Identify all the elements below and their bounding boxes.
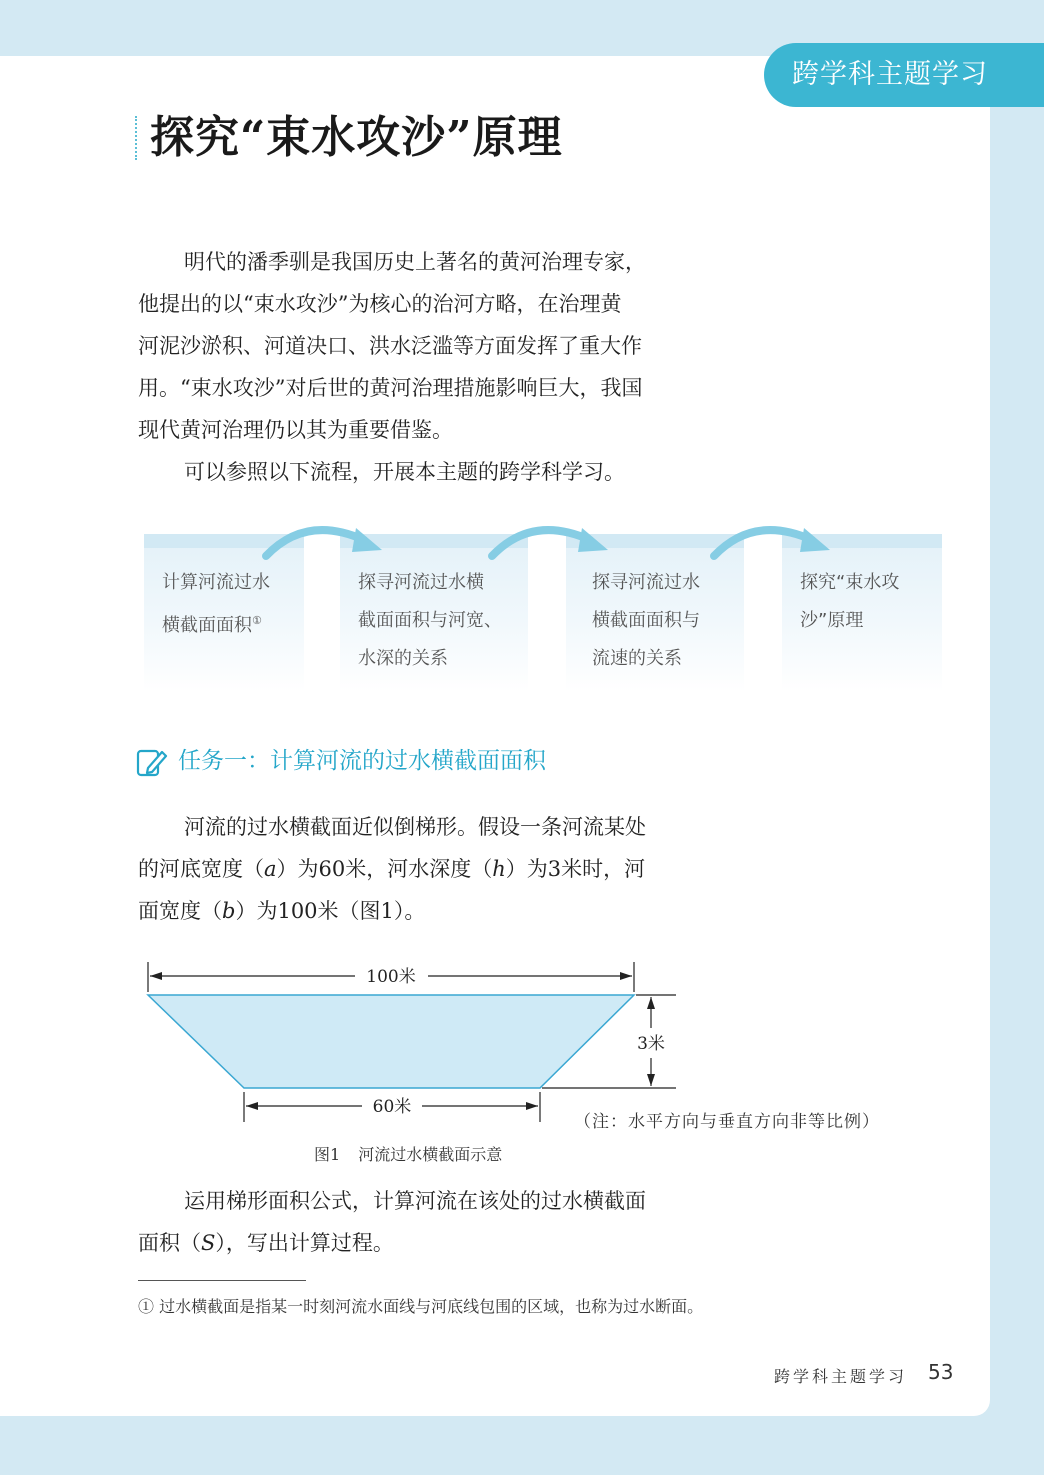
flow-step-3-line-3: 流速的关系 (592, 648, 682, 669)
flow-step-1-line-2: 横截面面积 (162, 615, 252, 636)
intro-line-4: 用。“束水攻沙”对后世的黄河治理措施影响巨大，我国 (138, 376, 643, 400)
footnote-mark: ① (252, 614, 262, 627)
task-line-3b: ）为100米（图1）。 (235, 899, 426, 923)
task-line-1: 河流的过水横截面近似倒梯形。假设一条河流某处 (184, 815, 646, 839)
flow-step-2-line-3: 水深的关系 (358, 648, 448, 669)
flow-arrow-1 (258, 518, 388, 560)
figure-note: （注：水平方向与垂直方向非等比例） (574, 1112, 880, 1132)
page-number: 53 (928, 1360, 954, 1384)
task-line-2a: 的河底宽度（ (138, 857, 264, 881)
depth-label: 3米 (637, 1034, 665, 1054)
river-cross-section-diagram (0, 950, 720, 1130)
figure-caption-number: 图1 (314, 1145, 341, 1164)
page-title: 探究“束水攻沙”原理 (150, 112, 563, 163)
var-s: S (201, 1231, 216, 1255)
var-b: b (222, 899, 236, 923)
footer-label: 跨学科主题学习 (774, 1367, 908, 1386)
footnote-divider (138, 1280, 306, 1281)
flow-step-3-line-2: 横截面面积与 (592, 610, 700, 631)
var-a: a (264, 857, 277, 881)
figure-caption (314, 1142, 502, 1165)
task2-line-2a: 面积（ (138, 1231, 201, 1255)
bottom-width-label: 60米 (372, 1097, 412, 1117)
task-paragraph (138, 806, 698, 932)
flow-step-2-line-1: 探寻河流过水横 (358, 572, 484, 593)
title-rule (135, 116, 137, 160)
figure-caption-text: 河流过水横截面示意 (358, 1145, 503, 1164)
section-tag: 跨学科主题学习 (764, 43, 1044, 107)
flow-arrow-3 (706, 518, 836, 560)
task2-line-1: 运用梯形面积公式，计算河流在该处的过水横截面 (184, 1189, 646, 1213)
intro-paragraph (138, 241, 698, 451)
intro-line-2: 他提出的以“束水攻沙”为核心的治河方略，在治理黄 (138, 292, 622, 316)
intro-line-3: 河泥沙淤积、河道决口、洪水泛滥等方面发挥了重大作 (138, 334, 642, 358)
intro-line-1: 明代的潘季驯是我国历史上著名的黄河治理专家， (184, 250, 646, 274)
footnote: ① 过水横截面是指某一时刻河流水面线与河底线包围的区域，也称为过水断面。 (138, 1297, 704, 1316)
water-trapezoid (148, 995, 634, 1088)
intro-line-5: 现代黄河治理仍以其为重要借鉴。 (138, 418, 453, 442)
task-heading: 任务一：计算河流的过水横截面面积 (178, 748, 546, 774)
intro-line-6: 可以参照以下流程，开展本主题的跨学科学习。 (184, 460, 625, 484)
var-h: h (492, 857, 506, 881)
task-line-3a: 面宽度（ (138, 899, 222, 923)
intro-paragraph-2 (138, 451, 698, 493)
flow-step-4-line-1: 探究“束水攻 (800, 572, 900, 593)
task-line-2b: ）为60米，河水深度（ (276, 857, 493, 881)
pencil-note-icon (136, 748, 168, 778)
task-line-2c: ）为3米时，河 (505, 857, 646, 881)
top-width-label: 100米 (366, 967, 416, 987)
task-paragraph-2 (138, 1180, 698, 1264)
flow-step-4-line-2: 沙”原理 (800, 610, 864, 631)
flow-step-2-line-2: 截面面积与河宽、 (358, 610, 502, 631)
flow-step-1-line-1: 计算河流过水 (162, 572, 270, 593)
flow-step-3-line-1: 探寻河流过水 (592, 572, 700, 593)
flow-arrow-2 (484, 518, 614, 560)
task2-line-2b: ），写出计算过程。 (215, 1231, 394, 1255)
